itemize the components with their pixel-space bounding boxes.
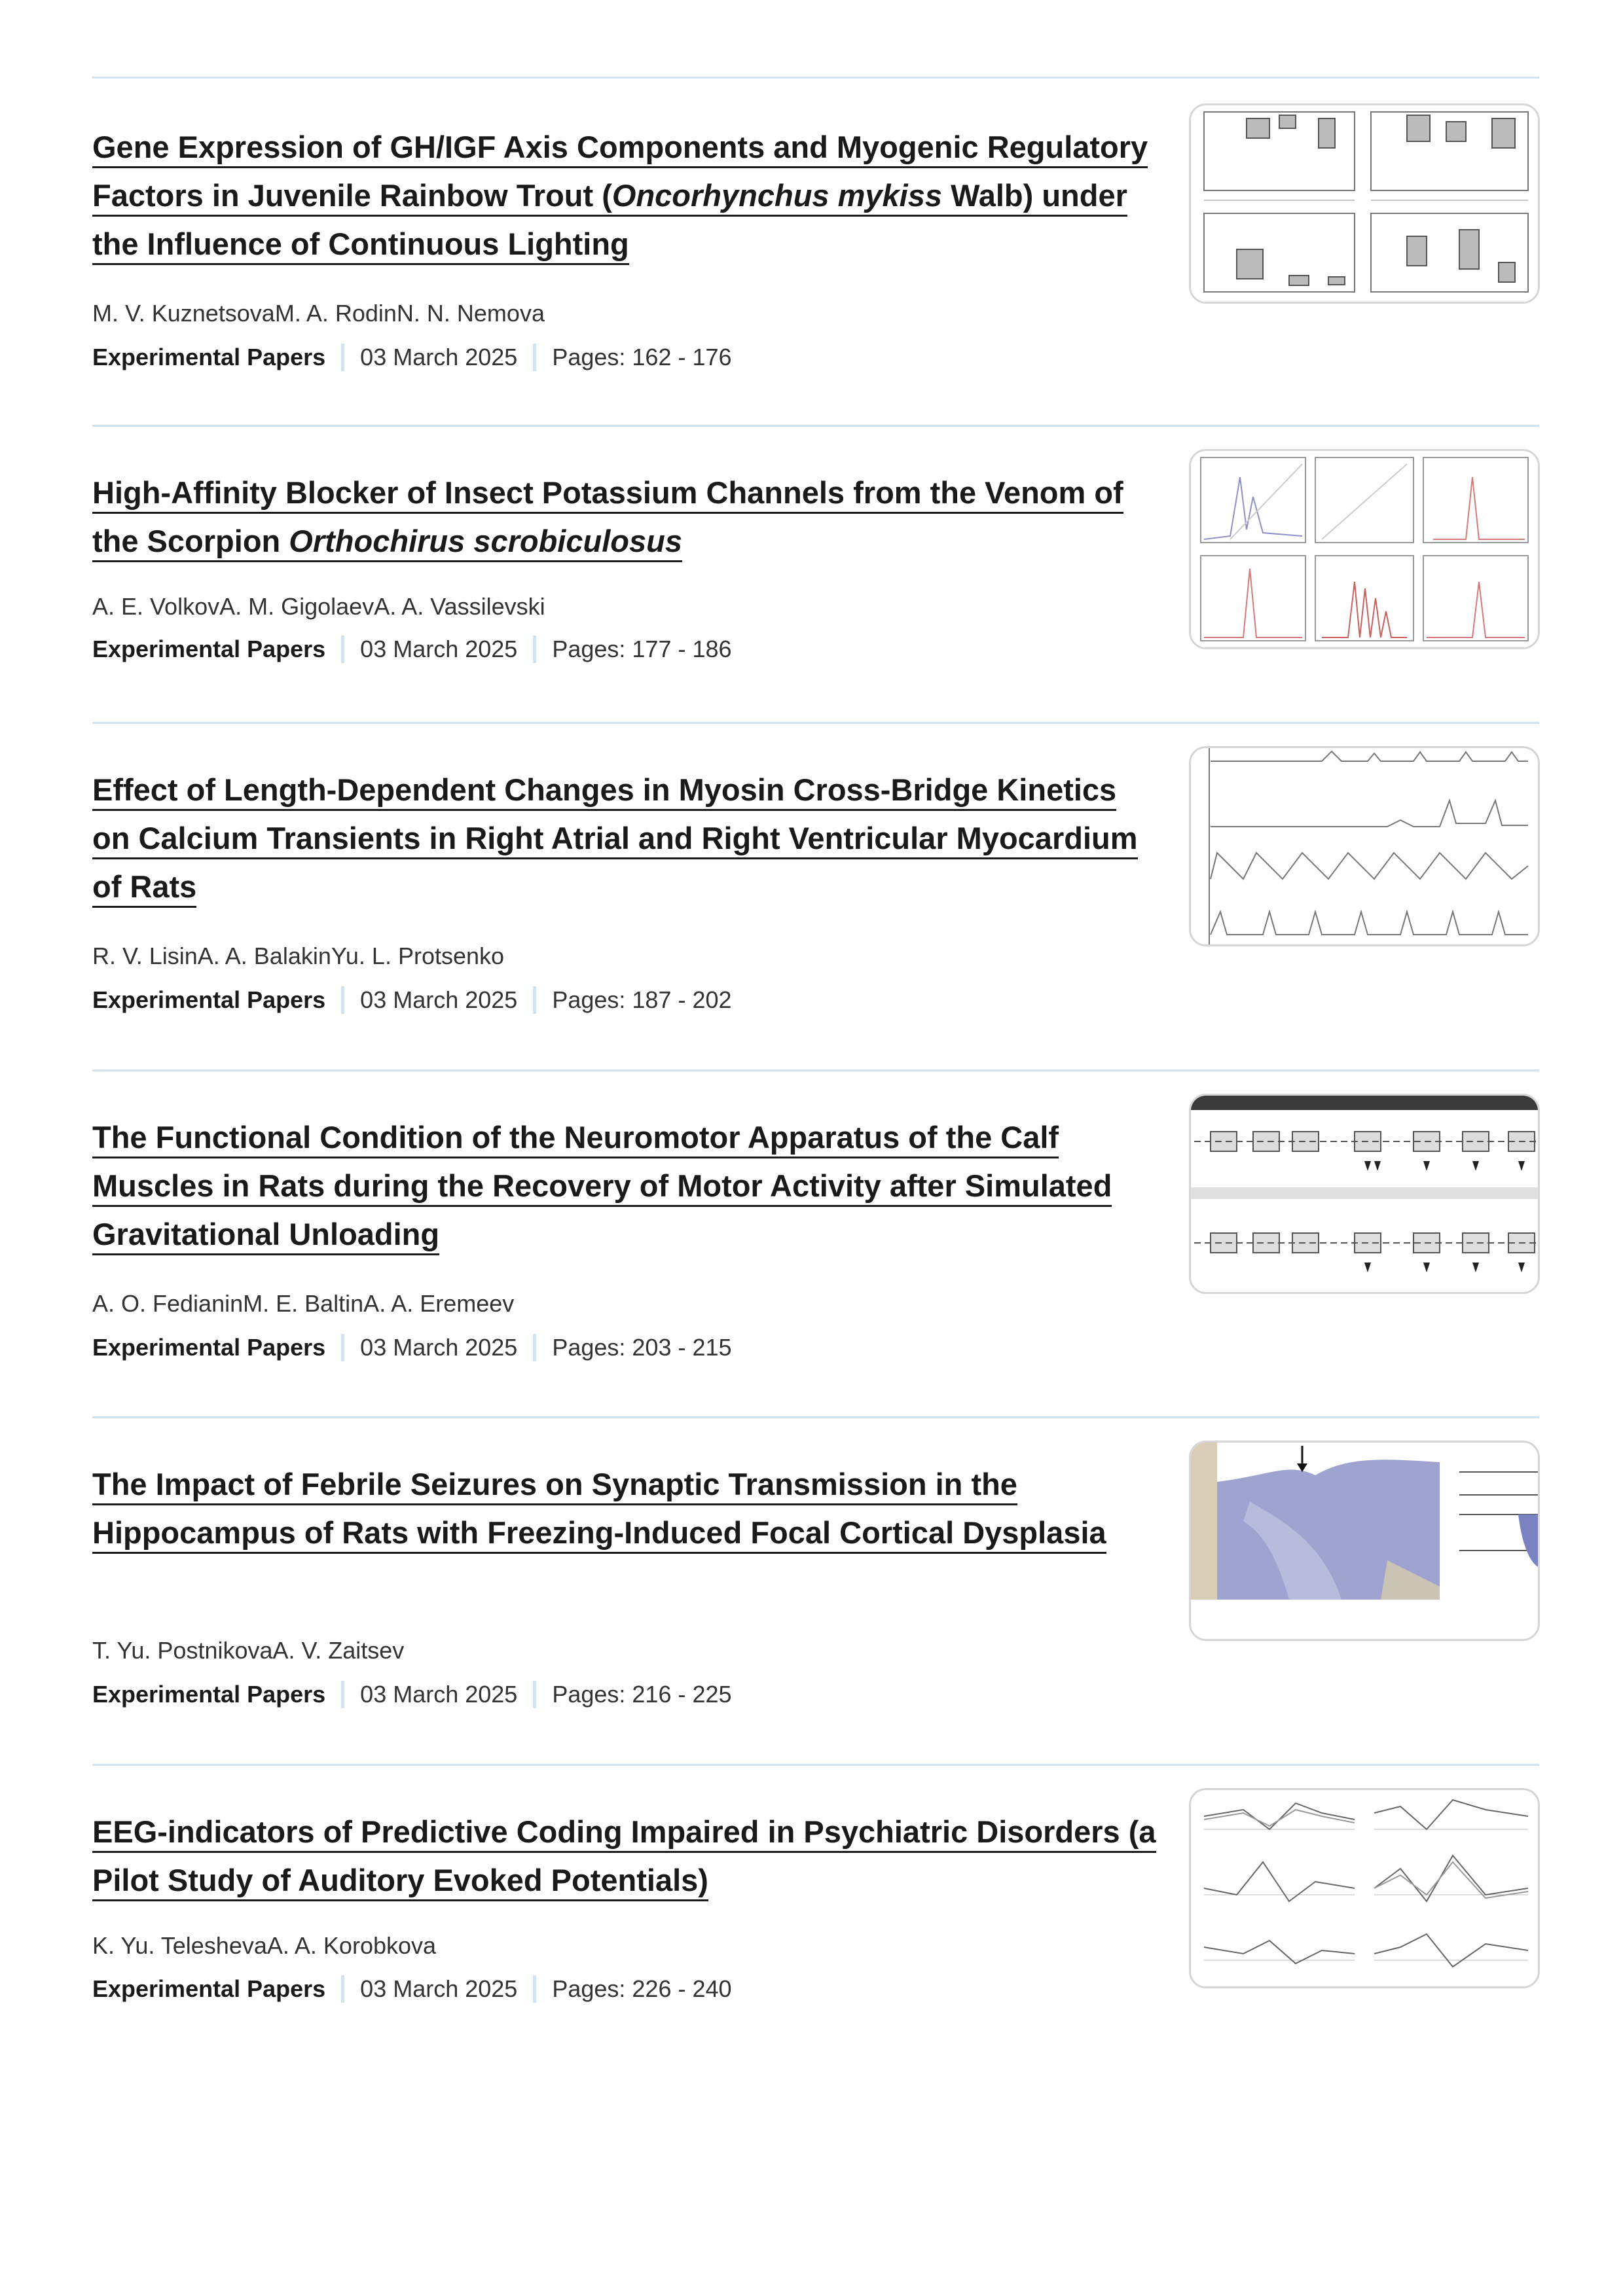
article-meta bbox=[92, 986, 732, 1014]
article-title-link[interactable]: The Functional Condition of the Neuromotor Apparatus of the Calf Muscles in Rats during the Recovery of Motor Activity after Simulated Gravitational Unloading bbox=[92, 1120, 1112, 1255]
article-meta bbox=[92, 344, 732, 371]
article-pages: Pages: 187 - 202 bbox=[552, 986, 732, 1013]
chromatography-figure-image bbox=[1191, 451, 1538, 647]
meta-separator bbox=[341, 1334, 344, 1361]
article-thumbnail[interactable] bbox=[1189, 1441, 1540, 1641]
article-title bbox=[92, 123, 1159, 268]
divider bbox=[92, 1416, 1539, 1418]
article-category[interactable]: Experimental Papers bbox=[92, 1681, 326, 1708]
article-category[interactable]: Experimental Papers bbox=[92, 1975, 326, 2002]
article-thumbnail[interactable] bbox=[1189, 103, 1540, 304]
article-category[interactable]: Experimental Papers bbox=[92, 344, 326, 370]
article-authors: T. Yu. PostnikovaA. V. Zaitsev bbox=[92, 1637, 405, 1664]
article-authors: K. Yu. TeleshevaA. A. Korobkova bbox=[92, 1932, 437, 1959]
divider bbox=[92, 425, 1539, 427]
article-date: 03 March 2025 bbox=[360, 636, 518, 662]
meta-separator bbox=[341, 1975, 344, 2003]
experiment-diagram-figure-image bbox=[1191, 1096, 1538, 1292]
article-pages: Pages: 162 - 176 bbox=[552, 344, 732, 370]
meta-separator bbox=[533, 1975, 536, 2003]
meta-separator bbox=[341, 1681, 344, 1708]
article-date: 03 March 2025 bbox=[360, 1975, 518, 2002]
article-pages: Pages: 216 - 225 bbox=[552, 1681, 732, 1708]
histology-figure-image bbox=[1191, 1443, 1538, 1639]
article-title-link[interactable]: Gene Expression of GH/IGF Axis Components and Myogenic Regulatory Factors in Juvenile Rainbow Trout (Oncorhynchus mykiss Walb) under the Influence of Continuous Lighting bbox=[92, 130, 1148, 265]
meta-separator bbox=[341, 986, 344, 1014]
article-authors: R. V. LisinA. A. BalakinYu. L. Protsenko bbox=[92, 942, 505, 969]
meta-separator bbox=[533, 1681, 536, 1708]
article-meta bbox=[92, 636, 732, 663]
meta-separator bbox=[341, 344, 344, 371]
article-pages: Pages: 203 - 215 bbox=[552, 1334, 732, 1361]
article-title-link[interactable]: High-Affinity Blocker of Insect Potassium Channels from the Venom of the Scorpion Orthochirus scrobiculosus bbox=[92, 475, 1123, 562]
article-meta bbox=[92, 1681, 732, 1708]
article-authors: A. O. FedianinM. E. BaltinA. A. Eremeev bbox=[92, 1290, 515, 1317]
article-authors: A. E. VolkovA. M. GigolaevA. A. Vassilevski bbox=[92, 593, 545, 620]
article-title-link[interactable]: Effect of Length-Dependent Changes in Myosin Cross-Bridge Kinetics on Calcium Transients in Right Atrial and Right Ventricular Myocardium of Rats bbox=[92, 772, 1138, 908]
article-date: 03 March 2025 bbox=[360, 986, 518, 1013]
article-authors: M. V. KuznetsovaM. A. RodinN. N. Nemova bbox=[92, 300, 545, 327]
article-title bbox=[92, 469, 1159, 565]
article-title bbox=[92, 1808, 1159, 1905]
article-meta bbox=[92, 1975, 732, 2003]
meta-separator bbox=[533, 986, 536, 1014]
article-category[interactable]: Experimental Papers bbox=[92, 636, 326, 662]
meta-separator bbox=[533, 1334, 536, 1361]
divider bbox=[92, 1069, 1539, 1071]
article-meta bbox=[92, 1334, 732, 1361]
article-thumbnail[interactable] bbox=[1189, 746, 1540, 946]
article-title bbox=[92, 1460, 1159, 1557]
article-date: 03 March 2025 bbox=[360, 1334, 518, 1361]
divider bbox=[92, 77, 1539, 79]
divider bbox=[92, 722, 1539, 724]
article-thumbnail[interactable] bbox=[1189, 1094, 1540, 1294]
article-title bbox=[92, 1113, 1159, 1259]
article-date: 03 March 2025 bbox=[360, 1681, 518, 1708]
article-title-link[interactable]: EEG-indicators of Predictive Coding Impaired in Psychiatric Disorders (a Pilot Study of Auditory Evoked Potentials) bbox=[92, 1814, 1156, 1901]
article-title-link[interactable]: The Impact of Febrile Seizures on Synaptic Transmission in the Hippocampus of Rats with Freezing-Induced Focal Cortical Dysplasia bbox=[92, 1467, 1106, 1554]
boxplot-figure-image bbox=[1191, 105, 1538, 302]
meta-separator bbox=[533, 636, 536, 663]
meta-separator bbox=[533, 344, 536, 371]
article-pages: Pages: 177 - 186 bbox=[552, 636, 732, 662]
article-title bbox=[92, 766, 1159, 911]
article-category[interactable]: Experimental Papers bbox=[92, 986, 326, 1013]
article-pages: Pages: 226 - 240 bbox=[552, 1975, 732, 2002]
transient-traces-figure-image bbox=[1191, 748, 1538, 944]
article-thumbnail[interactable] bbox=[1189, 449, 1540, 649]
eeg-waveforms-figure-image bbox=[1191, 1790, 1538, 1986]
article-thumbnail[interactable] bbox=[1189, 1788, 1540, 1988]
divider bbox=[92, 1764, 1539, 1766]
article-category[interactable]: Experimental Papers bbox=[92, 1334, 326, 1361]
meta-separator bbox=[341, 636, 344, 663]
article-date: 03 March 2025 bbox=[360, 344, 518, 370]
